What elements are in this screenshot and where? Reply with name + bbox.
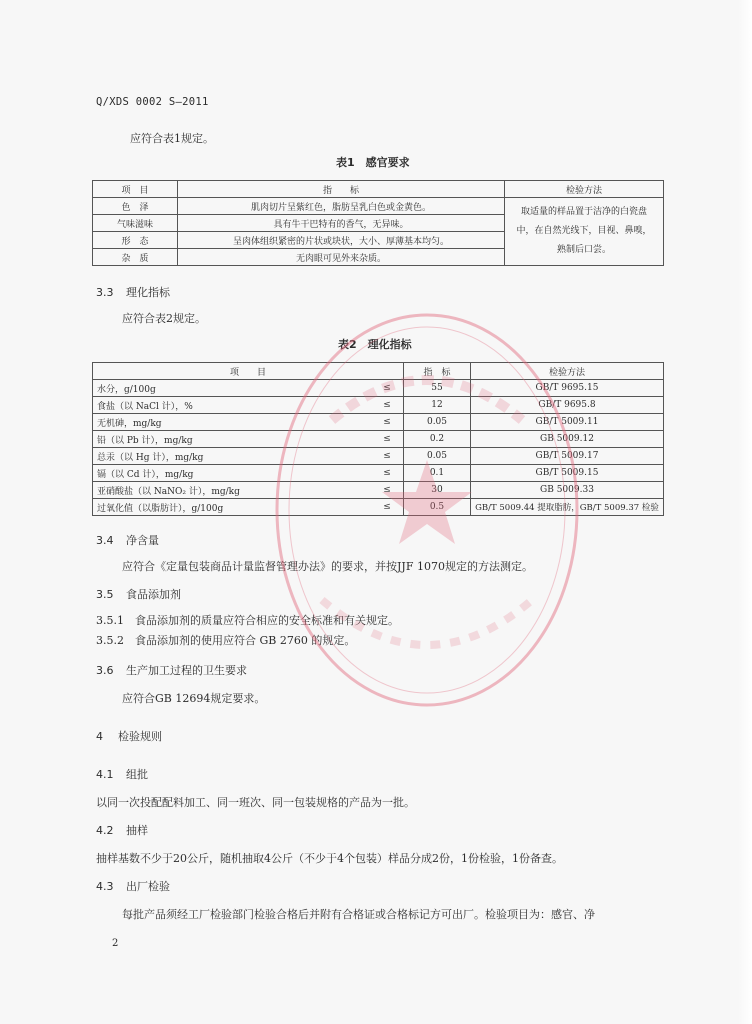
header-value: 指 标 — [404, 363, 471, 380]
le-symbol: ≤ — [371, 482, 404, 499]
section-4-2-heading — [96, 822, 148, 838]
page-number: 2 — [112, 938, 119, 949]
page-edge — [738, 0, 752, 1024]
table2-caption: 表2 理化指标 — [338, 338, 412, 351]
section-3-5-1-text: 3.5.1 食品添加剂的质量应符合相应的安全标准和有关规定。 — [96, 614, 399, 627]
physchem-table — [92, 362, 664, 516]
section-4-1-text: 以同一次投配配料加工、同一班次、同一包装规格的产品为一批。 — [96, 796, 415, 809]
section-4-heading — [96, 728, 162, 744]
row-method: GB 5009.33 — [471, 482, 664, 499]
table-row — [93, 499, 664, 516]
row-item: 镉（以 Cd 计），mg/kg — [93, 465, 372, 482]
section-number: 4.3 — [96, 880, 114, 893]
row-item: 色 泽 — [93, 198, 178, 215]
row-method: GB/T 5009.44 提取脂肪，GB/T 5009.37 检验 — [471, 499, 664, 516]
header-item: 项 目 — [93, 181, 178, 198]
row-item: 无机砷，mg/kg — [93, 414, 372, 431]
table-row — [93, 414, 664, 431]
row-item: 总汞（以 Hg 计），mg/kg — [93, 448, 372, 465]
section-title: 检验规则 — [118, 730, 162, 743]
row-requirement: 肌肉切片呈紫红色，脂肪呈乳白色或金黄色。 — [178, 198, 505, 215]
section-3-3-text: 应符合表2规定。 — [122, 312, 206, 325]
le-symbol: ≤ — [371, 465, 404, 482]
header-method: 检验方法 — [505, 181, 664, 198]
row-value: 55 — [404, 380, 471, 397]
section-title: 组批 — [126, 768, 148, 781]
le-symbol: ≤ — [371, 414, 404, 431]
section-4-1-heading — [96, 766, 148, 782]
section-4-2-text: 抽样基数不少于20公斤，随机抽取4公斤（不少于4个包装）样品分成2份，1份检验，1份备查。 — [96, 852, 563, 865]
section-number: 3.4 — [96, 534, 114, 547]
section-3-4-text: 应符合《定量包装商品计量监督管理办法》的要求，并按JJF 1070规定的方法测定。 — [122, 560, 533, 573]
le-symbol: ≤ — [371, 448, 404, 465]
sensory-method: 取适量的样品置于洁净的白瓷盘中，在自然光线下，目视、鼻嗅，熟制后口尝。 — [505, 198, 664, 266]
table-row — [93, 198, 664, 215]
le-symbol: ≤ — [371, 397, 404, 414]
section-number: 4.2 — [96, 824, 114, 837]
table-row — [93, 397, 664, 414]
row-value: 30 — [404, 482, 471, 499]
sensory-table — [92, 180, 664, 266]
section-title: 出厂检验 — [126, 880, 170, 893]
row-item: 铅（以 Pb 计），mg/kg — [93, 431, 372, 448]
table-row — [93, 482, 664, 499]
section-3-6-heading — [96, 662, 247, 678]
section-title: 净含量 — [126, 534, 159, 547]
row-value: 0.1 — [404, 465, 471, 482]
table-row — [93, 380, 664, 397]
section-title: 抽样 — [126, 824, 148, 837]
section-3-5-2-text: 3.5.2 食品添加剂的使用应符合 GB 2760 的规定。 — [96, 634, 356, 647]
row-method: GB/T 5009.15 — [471, 465, 664, 482]
table1-caption: 表1 感官要求 — [336, 156, 410, 169]
standard-code: Q/XDS 0002 S—2011 — [96, 96, 209, 108]
row-requirement: 具有牛干巴特有的香气，无异味。 — [178, 215, 505, 232]
section-3-5-heading — [96, 586, 181, 602]
row-value: 0.05 — [404, 414, 471, 431]
row-method: GB/T 9695.15 — [471, 380, 664, 397]
row-method: GB 5009.12 — [471, 431, 664, 448]
row-requirement: 无肉眼可见外来杂质。 — [178, 249, 505, 266]
section-number: 4.1 — [96, 768, 114, 781]
le-symbol: ≤ — [371, 499, 404, 516]
section-3-3-heading — [96, 284, 170, 300]
row-item: 食盐（以 NaCl 计），% — [93, 397, 372, 414]
section-number: 3.6 — [96, 664, 114, 677]
table-header-row — [93, 181, 664, 198]
table-row — [93, 465, 664, 482]
le-symbol: ≤ — [371, 380, 404, 397]
row-method: GB/T 9695.8 — [471, 397, 664, 414]
section-number: 3.5 — [96, 588, 114, 601]
row-item: 杂 质 — [93, 249, 178, 266]
header-requirement: 指 标 — [178, 181, 505, 198]
row-item: 形 态 — [93, 232, 178, 249]
header-item: 项 目 — [93, 363, 404, 380]
row-method: GB/T 5009.17 — [471, 448, 664, 465]
section-3-6-text: 应符合GB 12694规定要求。 — [122, 692, 266, 705]
section-title: 理化指标 — [126, 286, 170, 299]
le-symbol: ≤ — [371, 431, 404, 448]
section-4-3-text: 每批产品须经工厂检验部门检验合格后并附有合格证或合格标记方可出厂。检验项目为：感官、净 — [122, 908, 595, 921]
section-title: 生产加工过程的卫生要求 — [126, 664, 247, 677]
row-requirement: 呈肉体组织紧密的片状或块状，大小、厚薄基本均匀。 — [178, 232, 505, 249]
intro-sensory-text: 应符合表1规定。 — [130, 132, 214, 145]
row-value: 12 — [404, 397, 471, 414]
section-title: 食品添加剂 — [126, 588, 181, 601]
header-method: 检验方法 — [471, 363, 664, 380]
row-item: 过氧化值（以脂肪计），g/100g — [93, 499, 372, 516]
row-value: 0.05 — [404, 448, 471, 465]
section-number: 4 — [96, 730, 103, 743]
row-item: 水分，g/100g — [93, 380, 372, 397]
row-value: 0.2 — [404, 431, 471, 448]
section-3-4-heading — [96, 532, 159, 548]
table-row — [93, 431, 664, 448]
table-row — [93, 448, 664, 465]
section-number: 3.3 — [96, 286, 114, 299]
row-item: 气味滋味 — [93, 215, 178, 232]
table-header-row — [93, 363, 664, 380]
row-item: 亚硝酸盐（以 NaNO₂ 计），mg/kg — [93, 482, 372, 499]
row-value: 0.5 — [404, 499, 471, 516]
row-method: GB/T 5009.11 — [471, 414, 664, 431]
section-4-3-heading — [96, 878, 170, 894]
